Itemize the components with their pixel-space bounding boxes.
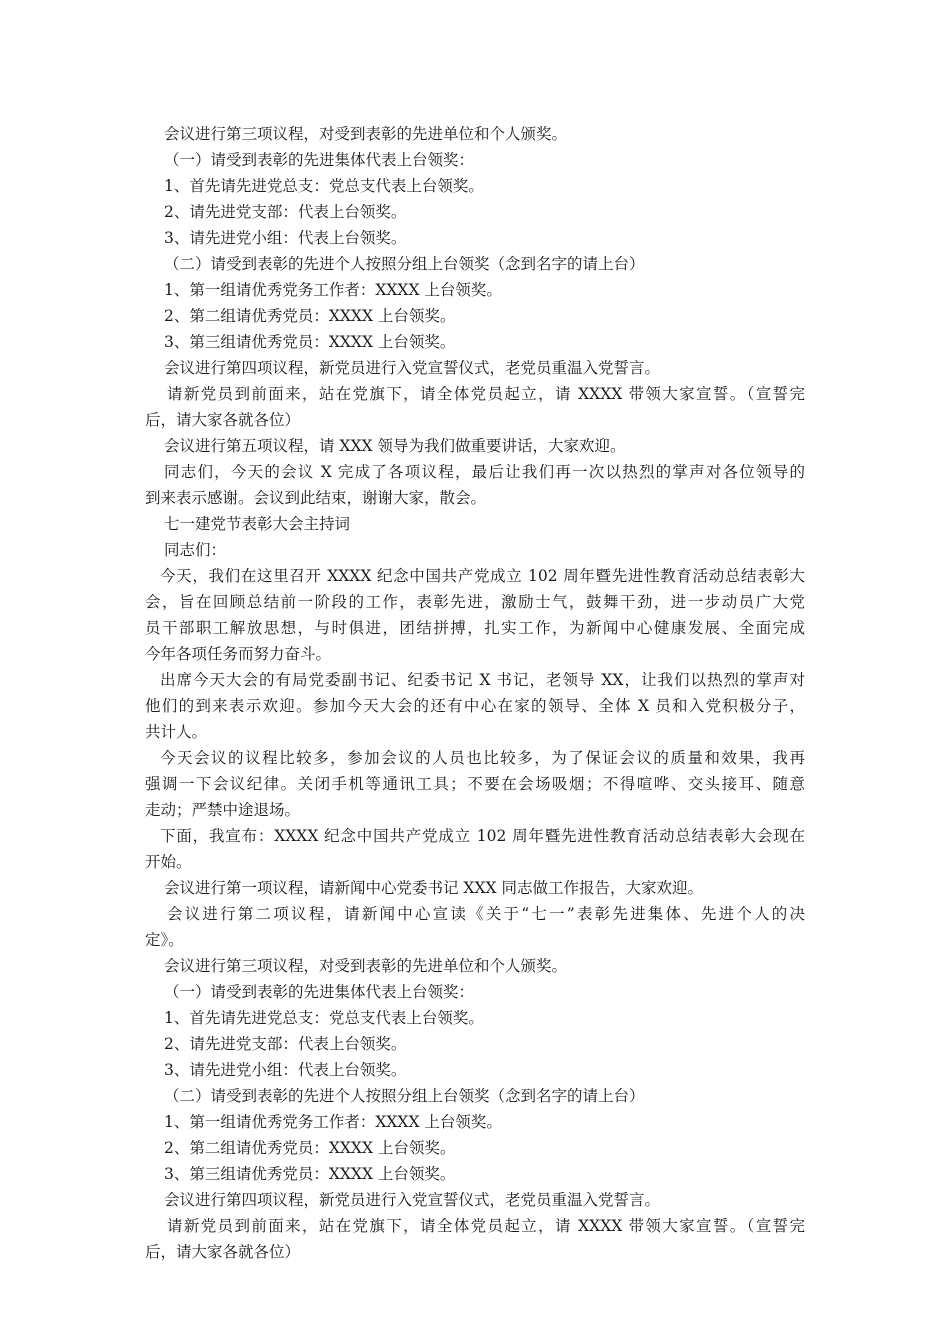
- text-line: 他们的到来表示欢迎。参加今天大会的还有中心在家的领导、全体 X 员和入党积极分子，: [145, 697, 805, 715]
- text-line: 出席今天大会的有局党委副书记、纪委书记 X 书记，老领导 XX，让我们以热烈的掌声对: [160, 671, 805, 689]
- text-line: 会议进行第二项议程，请新闻中心宣读《关于“七一”表彰先进集体、先进个人的决: [167, 905, 805, 923]
- text-line: 定》。: [145, 931, 184, 949]
- text-line: 3、第三组请优秀党员：XXXX 上台领奖。: [164, 1165, 456, 1183]
- text-line: 1、第一组请优秀党务工作者：XXXX 上台领奖。: [164, 1113, 502, 1131]
- text-line: 3、第三组请优秀党员：XXXX 上台领奖。: [164, 333, 456, 351]
- text-line: 下面，我宣布：XXXX 纪念中国共产党成立 102 周年暨先进性教育活动总结表彰大会现在: [160, 827, 805, 845]
- text-line: （二）请受到表彰的先进个人按照分组上台领奖（念到名字的请上台）: [164, 255, 645, 273]
- text-line: （二）请受到表彰的先进个人按照分组上台领奖（念到名字的请上台）: [164, 1087, 645, 1105]
- text-line: 共计人。: [145, 723, 208, 741]
- text-line: （一）请受到表彰的先进集体代表上台领奖：: [164, 151, 475, 169]
- document-body: [145, 121, 805, 1265]
- text-line: 七一建党节表彰大会主持词: [164, 515, 351, 533]
- text-line: 走动；严禁中途退场。: [145, 801, 301, 819]
- text-line: 会议进行第三项议程，对受到表彰的先进单位和个人颁奖。: [164, 957, 568, 975]
- text-line: 到来表示感谢。会议到此结束，谢谢大家，散会。: [145, 489, 487, 507]
- text-line: 请新党员到前面来，站在党旗下，请全体党员起立，请 XXXX 带领大家宣誓。（宣誓完: [167, 1217, 805, 1235]
- text-line: 会议进行第一项议程，请新闻中心党委书记 XXX 同志做工作报告，大家欢迎。: [164, 879, 703, 897]
- text-line: 同志们：: [164, 541, 227, 559]
- text-line: 2、第二组请优秀党员：XXXX 上台领奖。: [164, 307, 456, 325]
- text-line: 1、首先请先进党总支：党总支代表上台领奖。: [164, 1009, 484, 1027]
- text-line: 请新党员到前面来，站在党旗下，请全体党员起立，请 XXXX 带领大家宣誓。（宣誓完: [167, 385, 805, 403]
- text-line: 开始。: [145, 853, 192, 871]
- text-line: 后，请大家各就各位）: [145, 411, 301, 429]
- text-line: 会议进行第四项议程，新党员进行入党宣誓仪式，老党员重温入党誓言。: [164, 359, 661, 377]
- text-line: 会议进行第五项议程，请 XXX 领导为我们做重要讲话，大家欢迎。: [164, 437, 626, 455]
- text-line: 2、第二组请优秀党员：XXXX 上台领奖。: [164, 1139, 456, 1157]
- text-line: 3、请先进党小组：代表上台领奖。: [164, 1061, 407, 1079]
- text-line: 员干部职工解放思想，与时俱进，团结拼搏，扎实工作，为新闻中心健康发展、全面完成: [145, 619, 805, 637]
- text-line: 2、请先进党支部：代表上台领奖。: [164, 203, 407, 221]
- text-line: 同志们，今天的会议 X 完成了各项议程，最后让我们再一次以热烈的掌声对各位领导的: [164, 463, 805, 481]
- text-line: 3、请先进党小组：代表上台领奖。: [164, 229, 407, 247]
- text-line: 1、第一组请优秀党务工作者：XXXX 上台领奖。: [164, 281, 502, 299]
- text-line: 会议进行第四项议程，新党员进行入党宣誓仪式，老党员重温入党誓言。: [164, 1191, 661, 1209]
- text-line: （一）请受到表彰的先进集体代表上台领奖：: [164, 983, 475, 1001]
- text-line: 今天，我们在这里召开 XXXX 纪念中国共产党成立 102 周年暨先进性教育活动总结表彰大: [160, 567, 805, 585]
- text-line: 强调一下会议纪律。关闭手机等通讯工具；不要在会场吸烟；不得喧哗、交头接耳、随意: [145, 775, 805, 793]
- text-line: 今年各项任务而努力奋斗。: [145, 645, 332, 663]
- text-line: 会议进行第三项议程，对受到表彰的先进单位和个人颁奖。: [164, 125, 568, 143]
- text-line: 会，旨在回顾总结前一阶段的工作，表彰先进，激励士气，鼓舞干劲，进一步动员广大党: [145, 593, 805, 611]
- text-line: 1、首先请先进党总支：党总支代表上台领奖。: [164, 177, 484, 195]
- document-page: [145, 121, 805, 1265]
- text-line: 今天会议的议程比较多，参加会议的人员也比较多，为了保证会议的质量和效果，我再: [160, 749, 805, 767]
- text-line: 2、请先进党支部：代表上台领奖。: [164, 1035, 407, 1053]
- text-line: 后，请大家各就各位）: [145, 1243, 301, 1261]
